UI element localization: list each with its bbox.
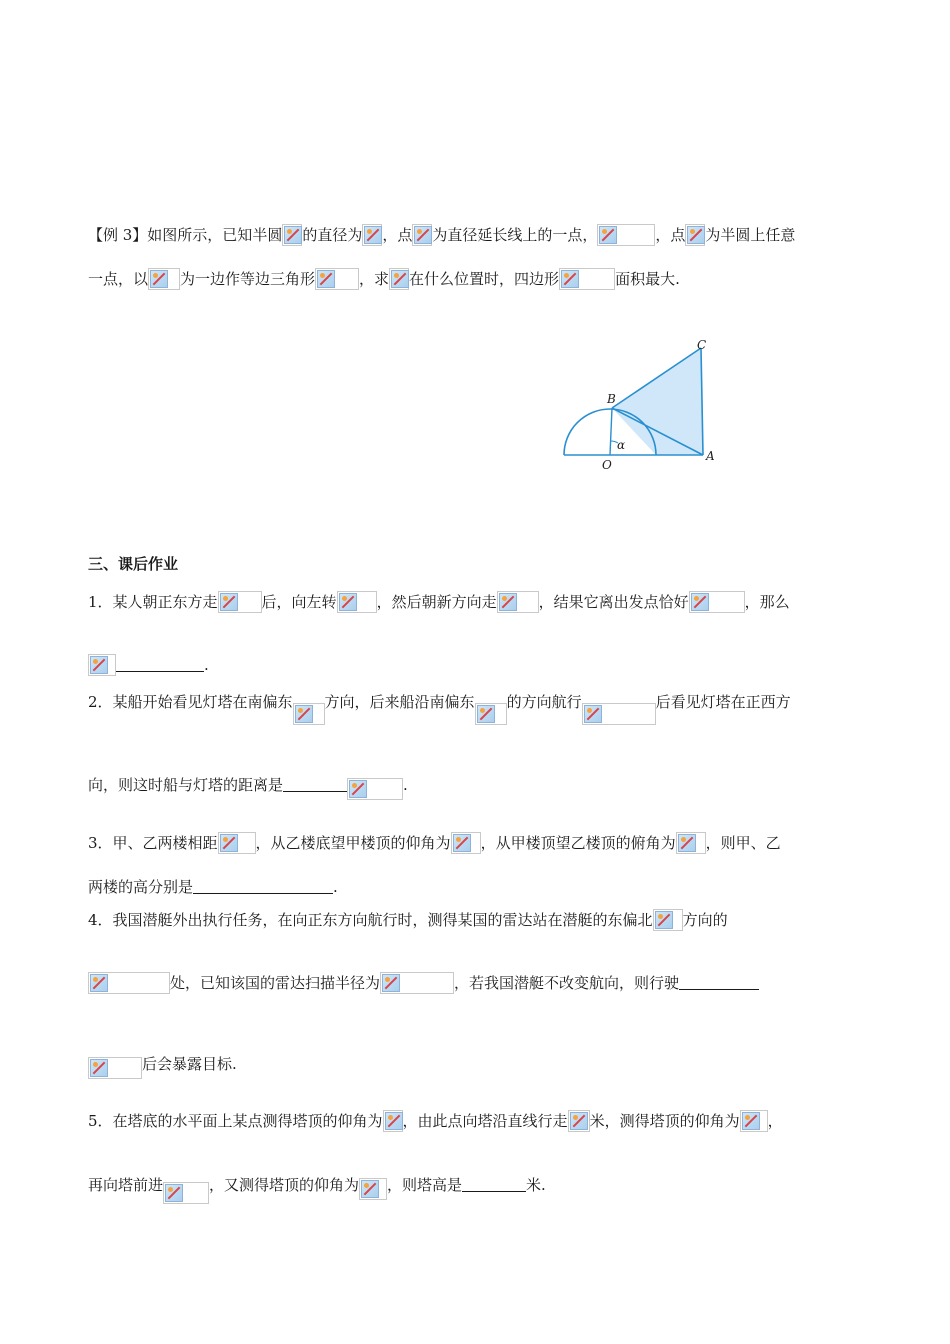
text: ，则塔高是 [387,1176,463,1194]
question-4-line3 [88,1053,237,1079]
text: 4．我国潜艇外出执行任务，在向正东方向航行时，测得某国的雷达站在潜艇的东偏北 [88,911,653,929]
answer-blank [462,1177,526,1192]
text: ，由此点向塔沿直线行走 [402,1112,568,1130]
question-2-line2 [88,774,408,800]
answer-blank [283,777,347,792]
text: ，点 [382,226,413,244]
text: ，若我国潜艇不改变航向，则行驶 [454,974,680,992]
formula-image [582,703,656,725]
formula-image [148,268,180,290]
text: 处，已知该国的雷达扫描半径为 [170,974,381,992]
text: 为半圆上任意 [705,226,796,244]
question-3-line2 [88,876,338,898]
text: . [333,878,338,896]
formula-image [689,591,745,613]
text: 5．在塔底的水平面上某点测得塔顶的仰角为 [88,1112,383,1130]
formula-image [740,1110,768,1132]
formula-image [497,591,539,613]
formula-image [559,268,615,290]
formula-image [88,654,116,676]
text: ，点 [655,226,686,244]
formula-image [597,224,655,246]
formula-image [163,1182,209,1204]
label-B: B [607,392,616,406]
section-heading: 三、课后作业 [88,555,179,573]
text: ，求 [359,270,390,288]
formula-image [412,224,432,246]
question-4-line2 [88,972,759,994]
text: . [403,776,408,794]
label-alpha: α [617,438,626,452]
text: ，那么 [744,593,790,611]
segment-OB [610,408,612,455]
quadrilateral-fill [612,348,703,455]
formula-image [88,1057,142,1079]
question-4-line1 [88,909,728,931]
question-2-line1 [88,691,791,725]
answer-blank [679,975,759,990]
text: 后看见灯塔在正西方 [655,693,791,711]
text: 1．某人朝正东方走 [88,593,218,611]
formula-image [653,909,683,931]
formula-image [685,224,705,246]
text: ，又测得塔顶的仰角为 [209,1176,360,1194]
text: 方向，后来船沿南偏东 [324,693,475,711]
geometry-figure [560,338,730,478]
label-O: O [602,458,612,472]
text: ，从乙楼底望甲楼顶的仰角为 [255,834,451,852]
example3-line1 [88,224,795,246]
text: 两楼的高分别是 [88,878,194,896]
text: ，结果它离出发点恰好 [538,593,689,611]
text: 后，向左转 [261,593,337,611]
formula-image [676,832,706,854]
formula-image [218,832,256,854]
text: 在什么位置时，四边形 [409,270,560,288]
question-5-line2 [88,1174,546,1204]
question-3-line1 [88,832,781,854]
text: 方向的 [682,911,728,929]
text: 3．甲、乙两楼相距 [88,834,218,852]
text: 的方向航行 [506,693,582,711]
text: 向，则这时船与灯塔的距离是 [88,776,284,794]
text: 为一边作等边三角形 [180,270,316,288]
formula-image [568,1110,590,1132]
formula-image [315,268,359,290]
question-1-line2 [88,654,209,676]
formula-image [383,1110,403,1132]
formula-image [359,1178,387,1200]
text: 再向塔前进 [88,1176,164,1194]
formula-image [380,972,454,994]
text: 米. [526,1176,546,1194]
formula-image [475,703,507,725]
formula-image [337,591,377,613]
text: 【例 3】如图所示，已知半圆 [88,226,283,244]
text: 一点，以 [88,270,149,288]
answer-blank [193,879,333,894]
text: 米，测得塔顶的仰角为 [589,1112,740,1130]
text: 面积最大. [615,270,680,288]
label-C: C [697,338,707,352]
example3-line2 [88,268,680,290]
text: ，从甲楼顶望乙楼顶的俯角为 [480,834,676,852]
answer-blank [116,657,204,672]
text: 后会暴露目标. [142,1055,237,1073]
text: ，则甲、乙 [705,834,781,852]
label-A: A [706,449,715,463]
text: 的直径为 [302,226,363,244]
question-1-line1 [88,591,790,613]
text: . [204,656,209,674]
formula-image [362,224,382,246]
formula-image [347,778,403,800]
question-5-line1 [88,1110,783,1132]
text: ，然后朝新方向走 [376,593,497,611]
formula-image [451,832,481,854]
text: 2．某船开始看见灯塔在南偏东 [88,693,293,711]
text: 为直径延长线上的一点， [432,226,598,244]
text: ， [767,1112,783,1130]
formula-image [293,703,325,725]
formula-image [389,268,409,290]
formula-image [88,972,170,994]
formula-image [282,224,302,246]
formula-image [218,591,262,613]
